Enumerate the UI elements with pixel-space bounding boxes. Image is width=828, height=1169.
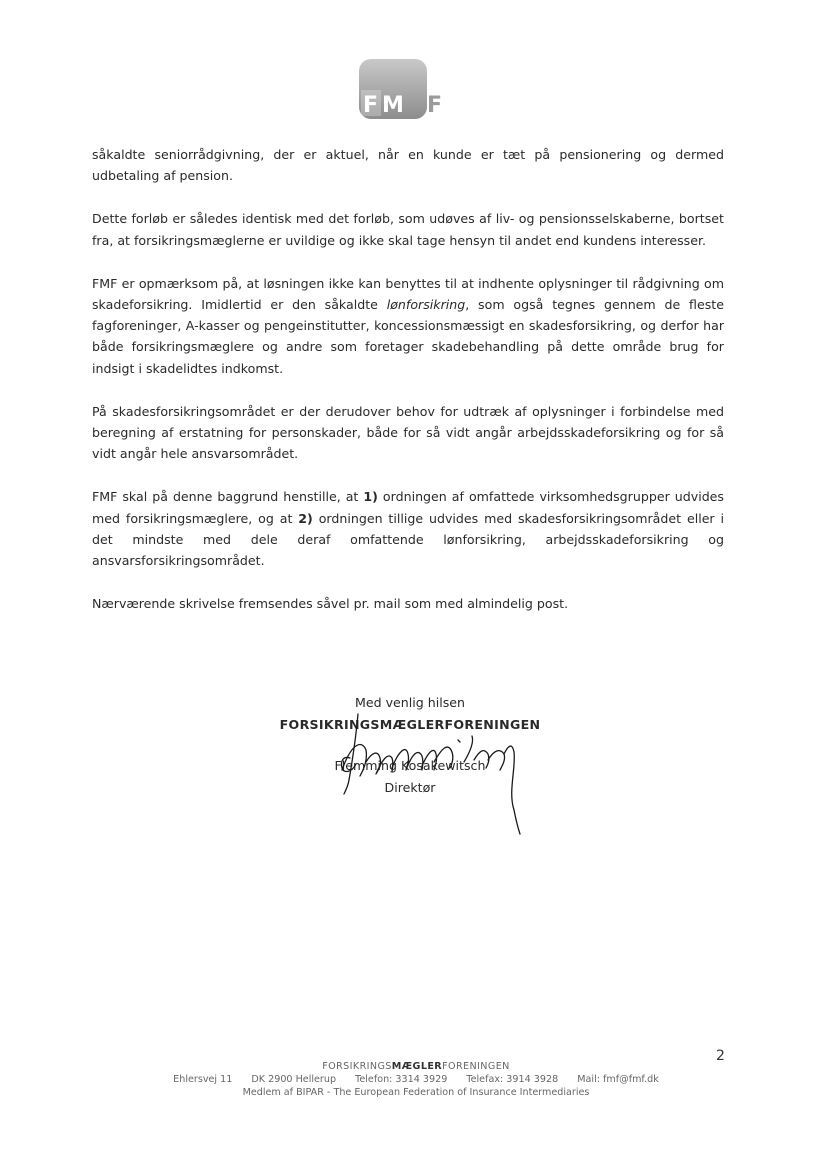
paragraph-4: På skadesforsikringsområdet er der derudover behov for udtræk af oplysninger i forbindelse med beregning af erstatning for personskader, både for så vidt angår arbejdsskadeforsikring og for så vidt angår hele ansvarsområdet. [92,403,724,462]
item-number-1: 1) [363,489,378,505]
footer-postal: DK 2900 Hellerup [251,1074,337,1085]
closing-block [260,692,560,798]
footer-address: Ehlersvej 11 [173,1074,233,1085]
footer-fax: Telefax: 3914 3928 [466,1074,559,1085]
emphasized-term: lønforsikring [386,297,466,313]
paragraph-3: FMF er opmærksom på, at løsningen ikke kan benyttes til at indhente oplysninger til rådgivning om skadeforsikring. Imidlertid er den såkaldte lønforsikring, som også tegnes gennem de fleste fagforeninger, A-kasser og pengeinstitutter, koncessionsmæssigt en skadesforsikring, og derfor har både forsikringsmæglere og andre som foretager skadebehandling på dette område brug for indsigt i skadelidtes indkomst. [92,275,724,376]
signatory-name: Flemming Kosakewitsch [334,758,486,773]
footer-membership: Medlem af BIPAR - The European Federation of Insurance Intermediaries [242,1087,590,1098]
paragraph-6: Nærværende skrivelse fremsendes såvel pr. mail som med almindelig post. [92,596,569,612]
letter-footer [100,1060,732,1099]
footer-phone: Telefon: 3314 3929 [355,1074,448,1085]
greeting: Med venlig hilsen [354,695,466,710]
footer-contact [100,1073,732,1086]
logo-letter-f1: F [363,93,379,118]
organization-name: FORSIKRINGSMÆGLERFORENINGEN [279,716,541,732]
paragraph-1: såkaldte seniorrådgivning, der er aktuel, når en kunde er tæt på pensionering og dermed udbetaling af pension. [92,147,724,184]
footer-mail: Mail: fmf@fmf.dk [577,1074,659,1085]
item-number-2: 2) [298,510,313,526]
footer-organization: FORSIKRINGSMÆGLERFORENINGEN [322,1061,510,1072]
fmf-logo [357,57,453,121]
page-number: 2 [716,1048,725,1064]
letter-body [92,144,724,636]
logo-letter-f2: F [427,93,443,118]
paragraph-2: Dette forløb er således identisk med det forløb, som udøves af liv- og pensionsselskaberne, bortset fra, at forsikringsmæglerne er uvildige og ikke skal tage hensyn til andet end kundens interesser. [92,211,724,248]
paragraph-5: FMF skal på denne baggrund henstille, at 1) ordningen af omfattede virksomhedsgrupper udvides med forsikringsmæglere, og at 2) ordningen tillige udvides med skadesforsikringsområdet eller i det mindste med dele deraf omfattende lønforsikring, arbejdsskadeforsikring og ansvarsforsikringsområdet. [92,489,724,569]
logo-letter-m: M [382,93,404,118]
signatory-title: Direktør [384,779,436,795]
